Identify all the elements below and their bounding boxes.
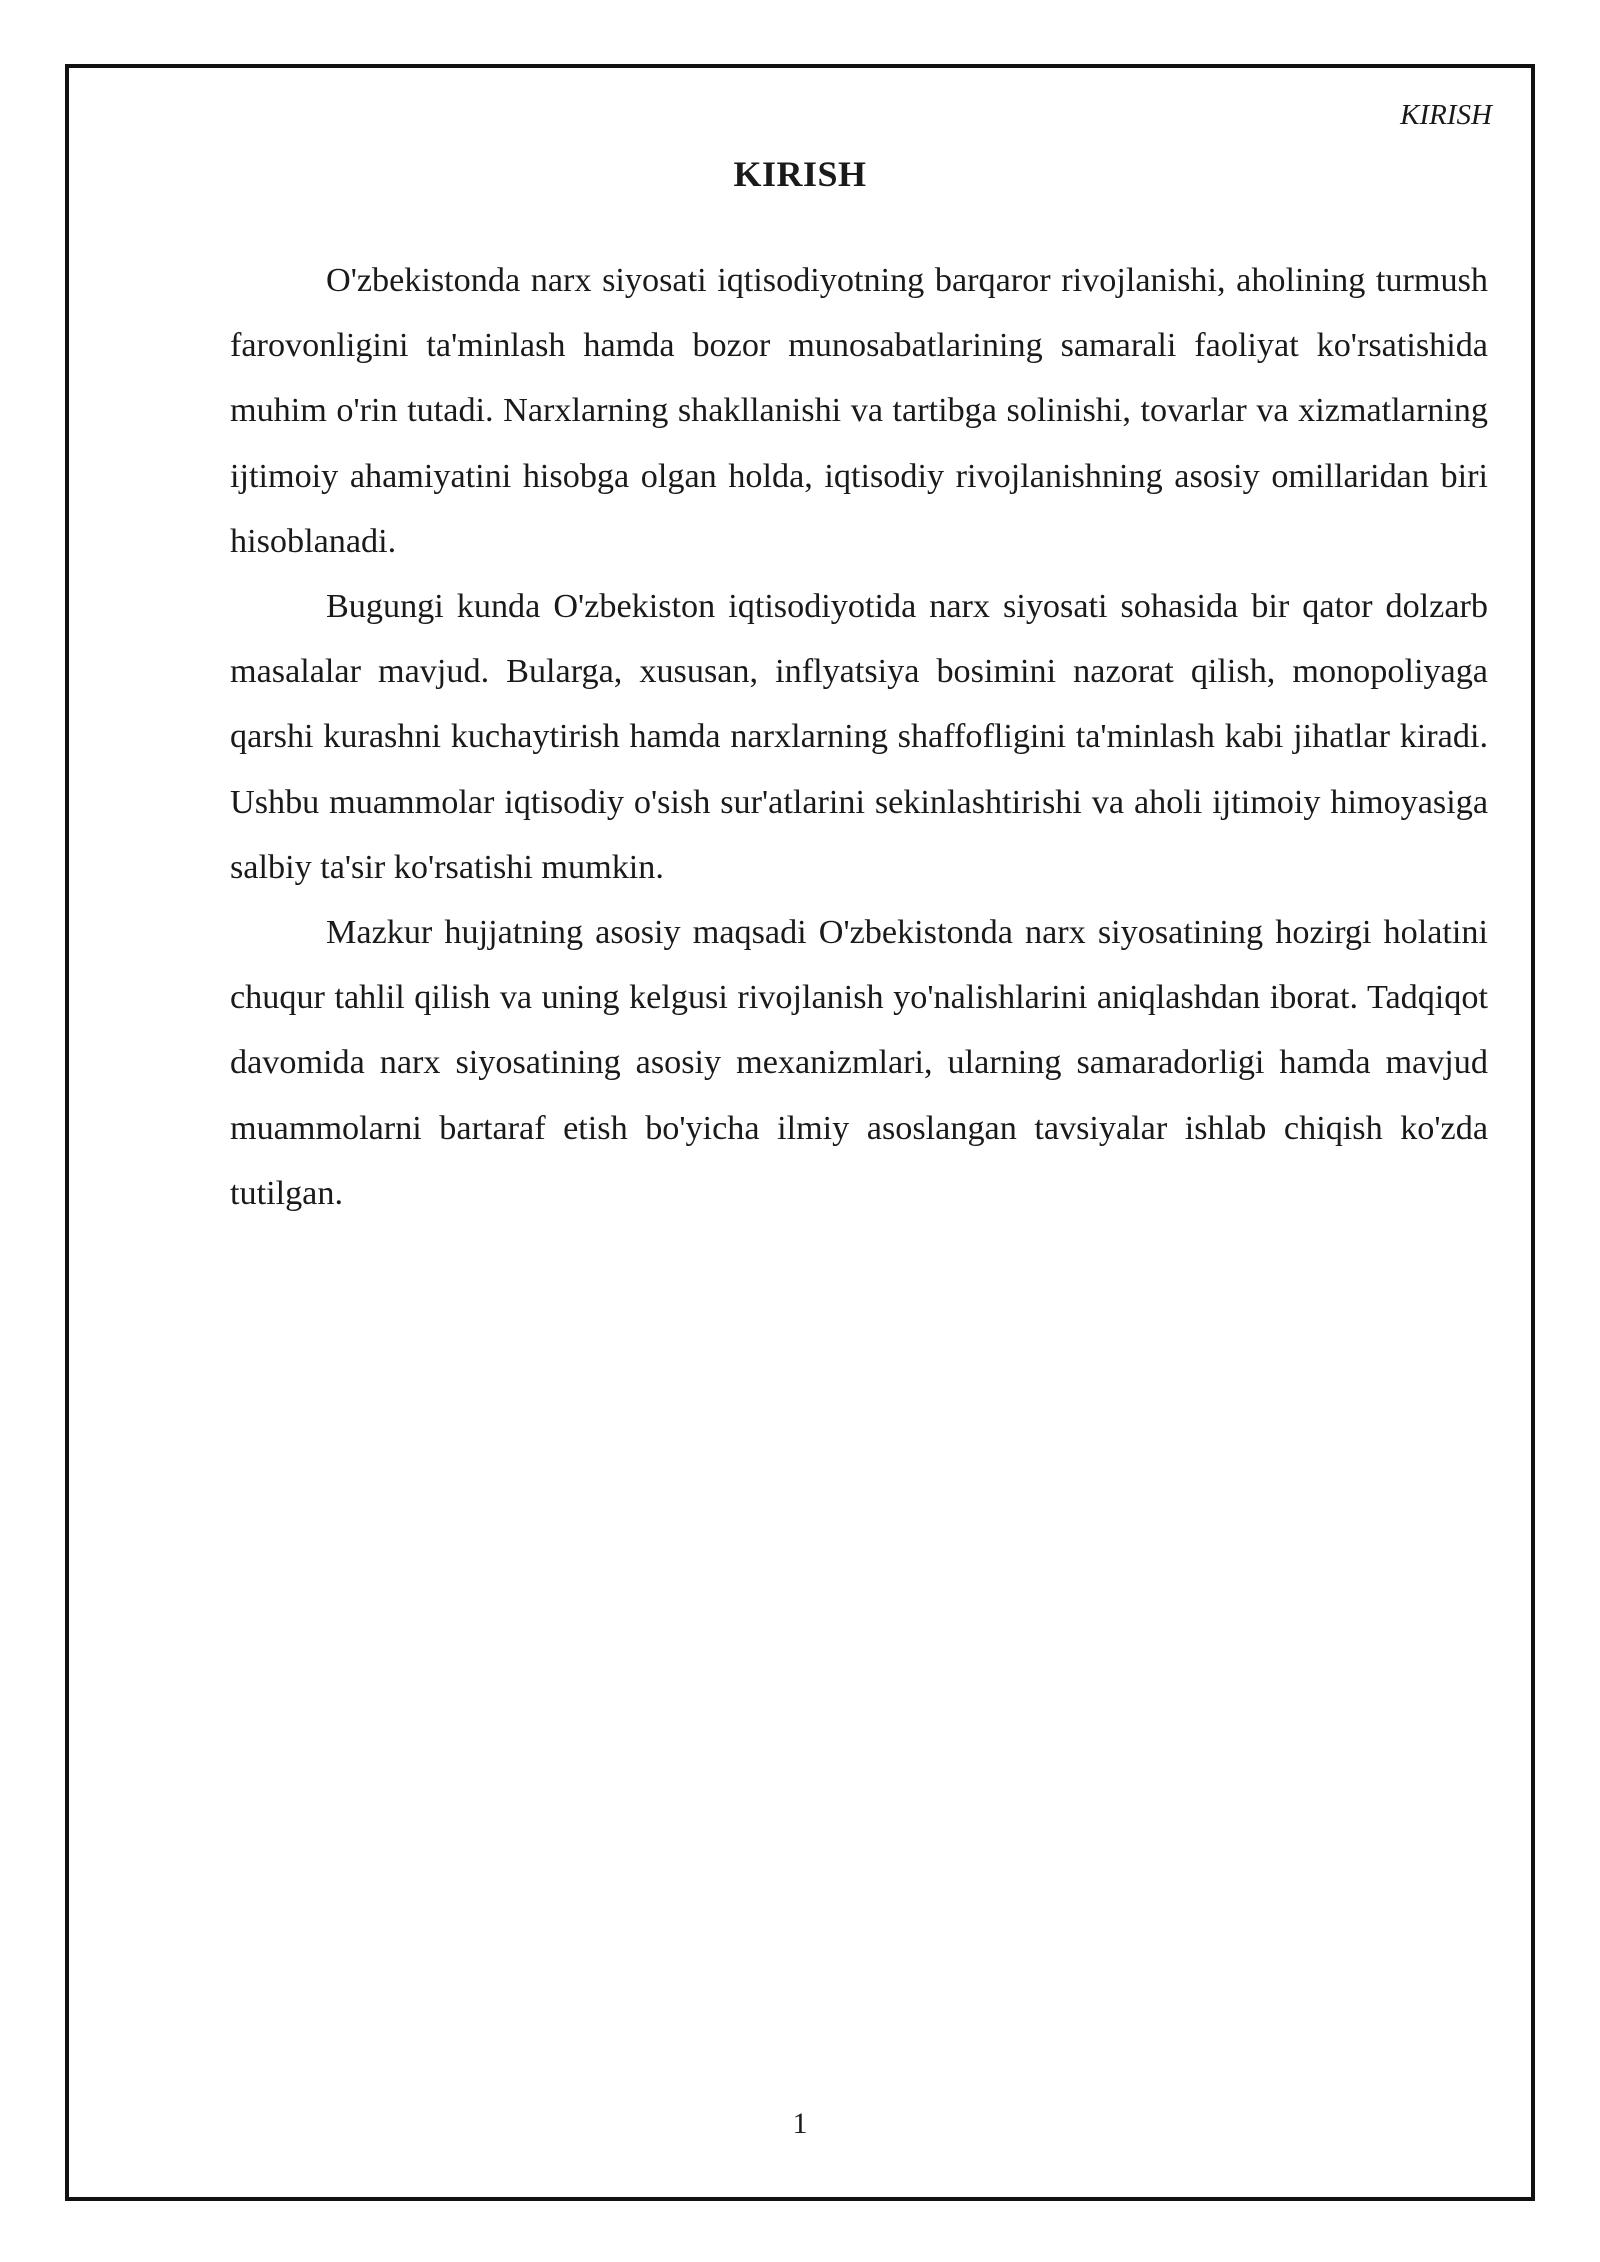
paragraph-3: Mazkur hujjatning asosiy maqsadi O'zbekistonda narx siyosatining hozirgi holatini chuqur tahlil qilish va uning kelgusi rivojlanish yo'nalishlarini aniqlashdan iborat. Tadqiqot davomida narx siyosatining asosiy mexanizmlari, ularning samaradorligi hamda mavjud muammolarni bartaraf etish bo'yicha ilmiy asoslangan tavsiyalar ishlab chiqish ko'zda tutilgan. xyxy=(230,914,1488,1212)
paragraph-2: Bugungi kunda O'zbekiston iqtisodiyotida narx siyosati sohasida bir qator dolzarb masalalar mavjud. Bularga, xususan, inflyatsiya bosimini nazorat qilish, monopoliyaga qarshi kurashni kuchaytirish hamda narxlarning shaffofligini ta'minlash kabi jihatlar kiradi. Ushbu muammolar iqtisodiy o'sish sur'atlarini sekinlashtirishi va aholi ijtimoiy himoyasiga salbiy ta'sir ko'rsatishi mumkin. xyxy=(230,588,1488,886)
running-header: KIRISH xyxy=(1400,99,1492,131)
document-body xyxy=(230,248,1488,1226)
document-title: KIRISH xyxy=(733,154,867,194)
page-number: 1 xyxy=(792,2107,808,2140)
paragraph-1: O'zbekistonda narx siyosati iqtisodiyotning barqaror rivojlanishi, aholining turmush farovonligini ta'minlash hamda bozor munosabatlarining samarali faoliyat ko'rsatishida muhim o'rin tutadi. Narxlarning shakllanishi va tartibga solinishi, tovarlar va xizmatlarning ijtimoiy ahamiyatini hisobga olgan holda, iqtisodiy rivojlanishning asosiy omillaridan biri hisoblanadi. xyxy=(230,262,1488,560)
